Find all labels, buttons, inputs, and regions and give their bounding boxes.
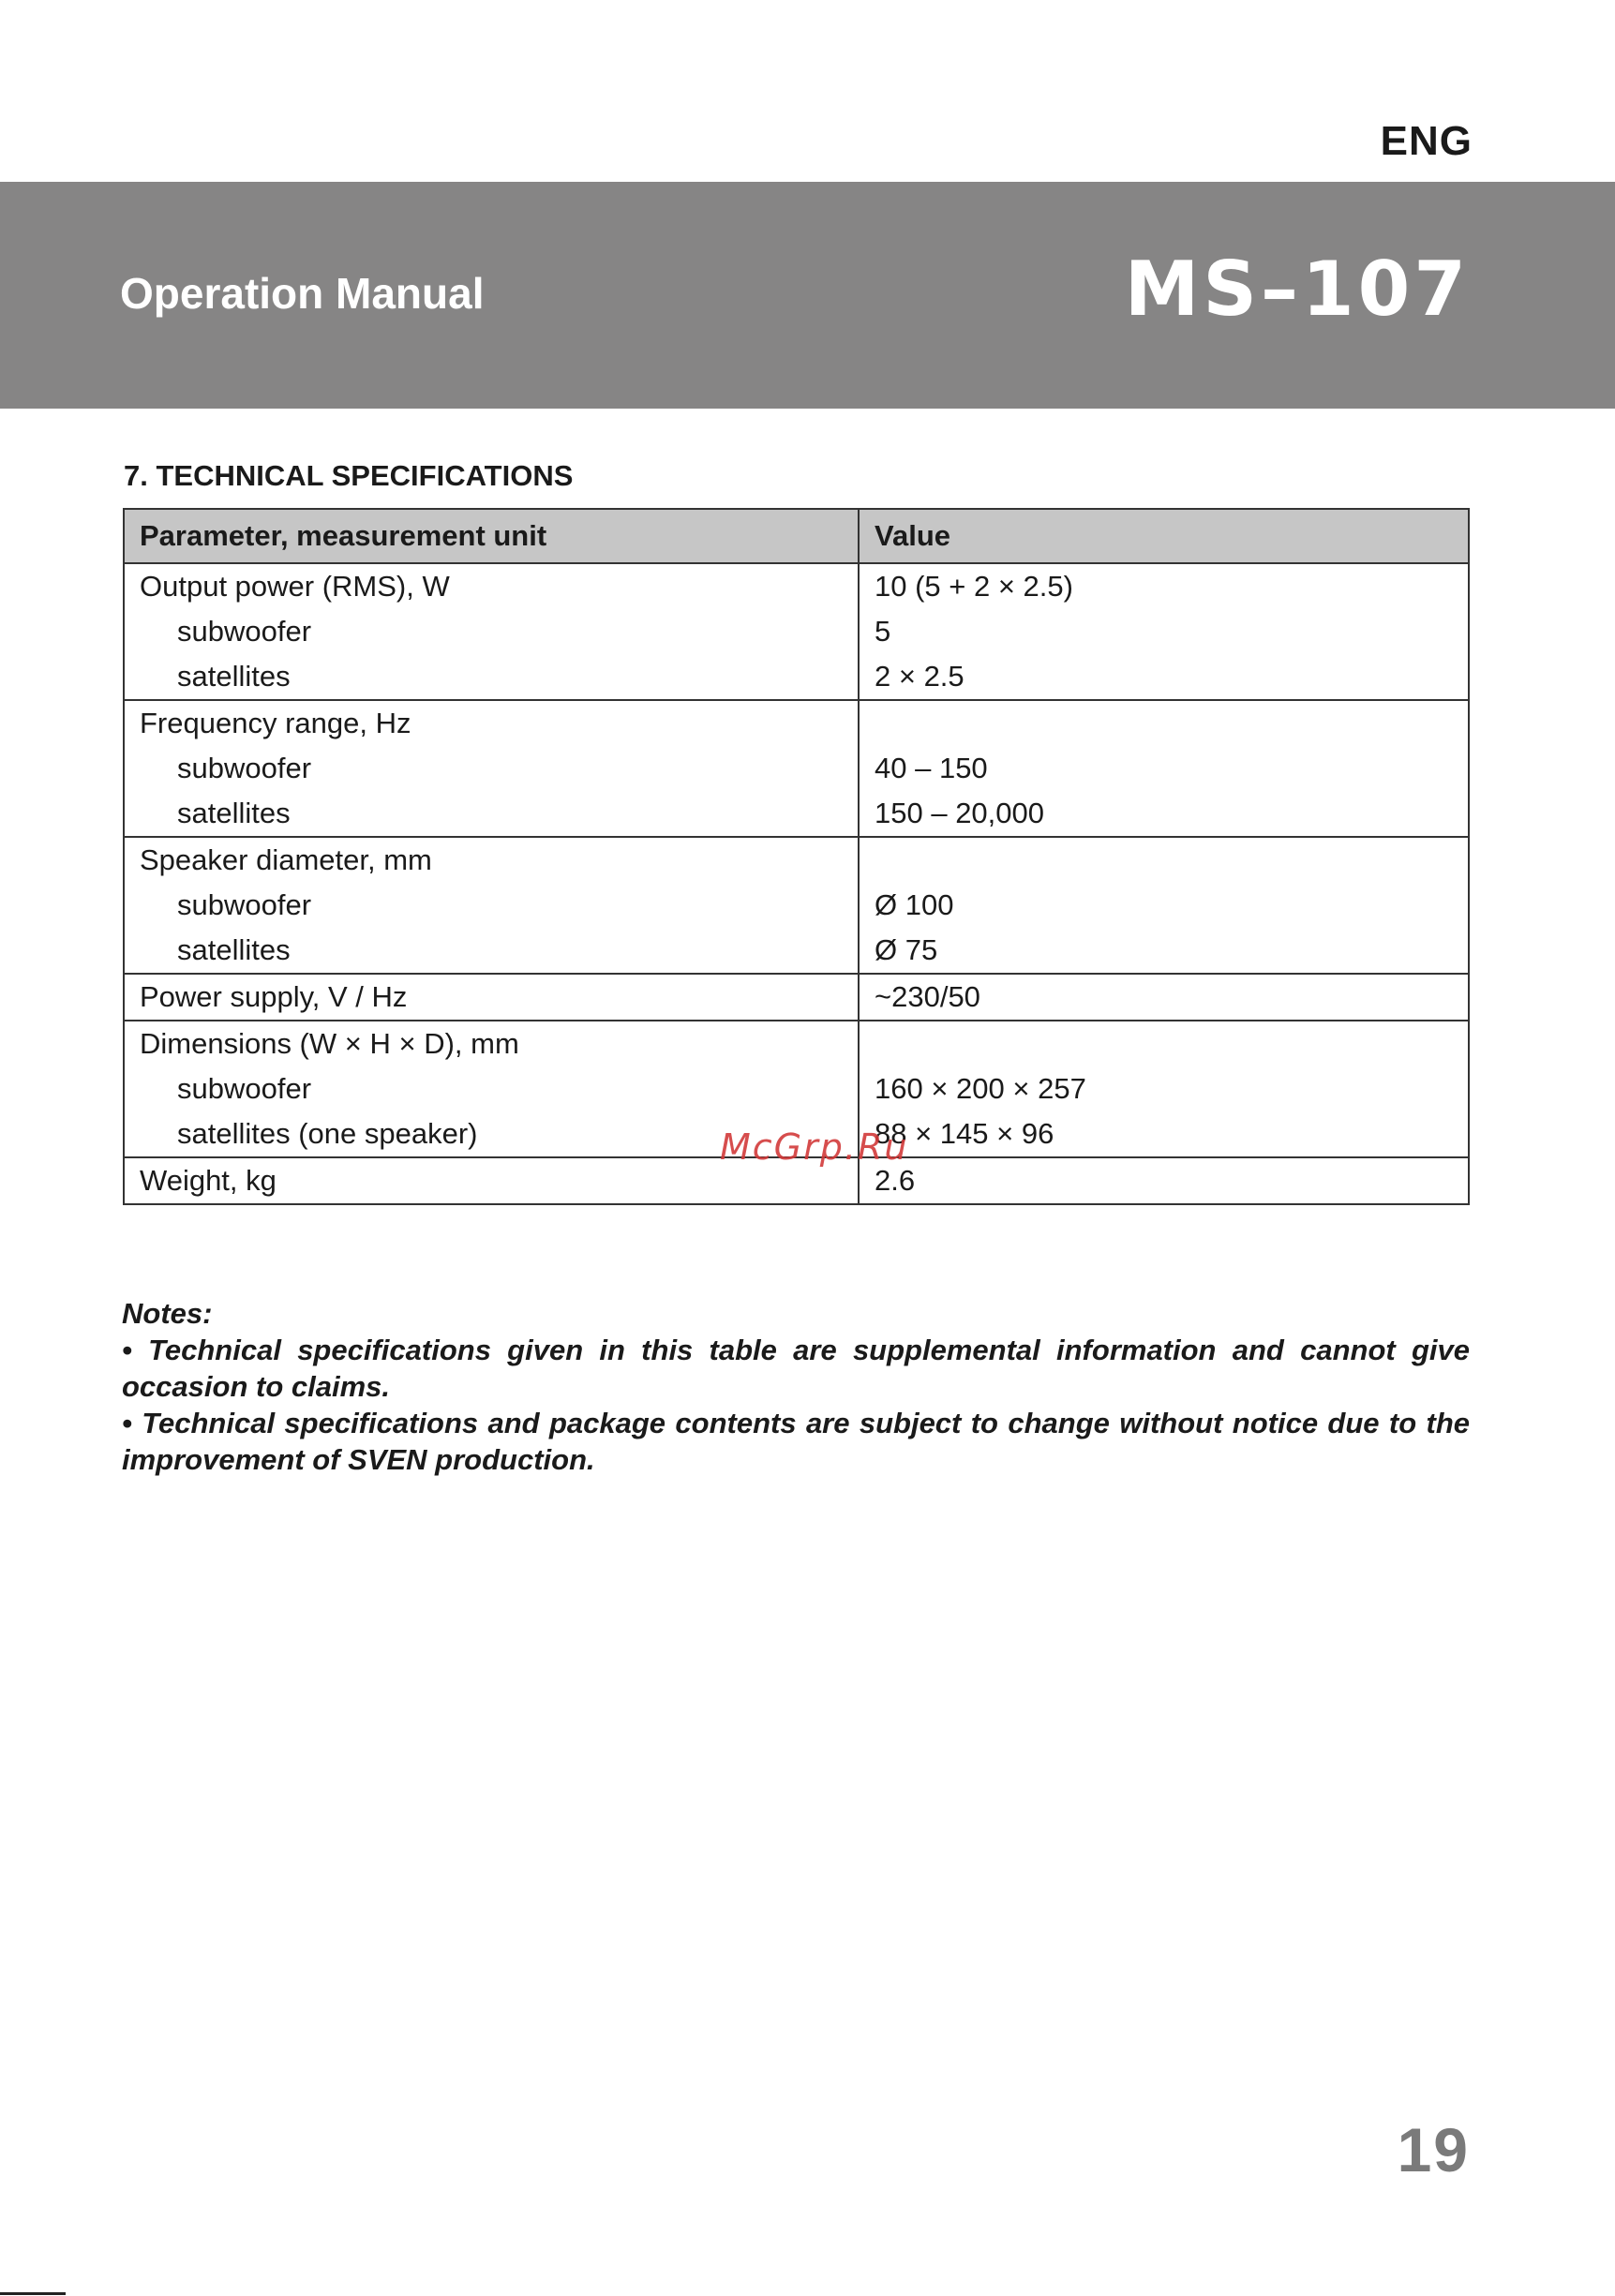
parameter-cell [124, 837, 859, 974]
language-label: ENG [1380, 118, 1473, 164]
column-header-parameter: Parameter, measurement unit [124, 509, 859, 563]
notes-title: Notes: [122, 1297, 213, 1330]
parameter-label: Weight, kg [140, 1164, 277, 1197]
parameter-value: ~230/50 [875, 980, 980, 1013]
document-title: Operation Manual [120, 269, 485, 318]
parameter-value [875, 701, 1453, 746]
sub-parameter-value: 5 [875, 615, 891, 648]
footer-divider [0, 2292, 66, 2295]
sub-parameter-label: satellites (one speaker) [177, 1117, 478, 1150]
sub-parameter-value: 150 – 20,000 [875, 797, 1045, 829]
page-number: 19 [1397, 2115, 1470, 2184]
parameter-label: Speaker diameter, mm [140, 843, 432, 876]
value-cell [859, 563, 1469, 700]
sub-parameter-label: satellites [177, 797, 291, 829]
parameter-cell [124, 563, 859, 700]
parameter-value: 10 (5 + 2 × 2.5) [875, 570, 1073, 603]
parameter-label: Frequency range, Hz [140, 707, 411, 739]
parameter-label: Output power (RMS), W [140, 570, 450, 603]
table-row [124, 700, 1469, 837]
parameter-value [875, 1021, 1453, 1066]
notes-section [122, 1295, 1470, 1478]
table-row [124, 563, 1469, 700]
section-title: 7. TECHNICAL SPECIFICATIONS [124, 459, 574, 492]
parameter-cell [124, 974, 859, 1021]
value-cell [859, 1021, 1469, 1157]
parameter-label: Power supply, V / Hz [140, 980, 408, 1013]
table-header-row [124, 509, 1469, 563]
sub-parameter-value: 160 × 200 × 257 [875, 1072, 1086, 1105]
sub-parameter-value: 40 – 150 [875, 752, 988, 784]
header-banner [0, 182, 1615, 409]
note-item: • Technical specifications given in this table are supplemental information and cannot give occasion to claims. [122, 1334, 1470, 1403]
sub-parameter-label: satellites [177, 660, 291, 693]
sub-parameter-value: Ø 100 [875, 888, 954, 921]
parameter-label: Dimensions (W × H × D), mm [140, 1027, 519, 1060]
parameter-value [875, 838, 1453, 883]
table-row [124, 837, 1469, 974]
watermark: McGrp.Ru [720, 1126, 909, 1168]
parameter-value: 2.6 [875, 1164, 916, 1197]
sub-parameter-value: Ø 75 [875, 933, 938, 966]
value-cell [859, 1157, 1469, 1204]
sub-parameter-value: 2 × 2.5 [875, 660, 965, 693]
sub-parameter-label: subwoofer [177, 615, 312, 648]
sub-parameter-value: 88 × 145 × 96 [875, 1117, 1054, 1150]
column-header-value: Value [859, 509, 1469, 563]
parameter-cell [124, 700, 859, 837]
note-item: • Technical specifications and package contents are subject to change without notice due to the improvement of SVEN production. [122, 1407, 1470, 1476]
value-cell [859, 700, 1469, 837]
sub-parameter-label: subwoofer [177, 888, 312, 921]
model-name: MS–107 [1124, 246, 1470, 333]
sub-parameter-label: subwoofer [177, 1072, 312, 1105]
sub-parameter-label: subwoofer [177, 752, 312, 784]
specifications-table [123, 508, 1470, 1205]
sub-parameter-label: satellites [177, 933, 291, 966]
value-cell [859, 974, 1469, 1021]
value-cell [859, 837, 1469, 974]
table-row [124, 974, 1469, 1021]
